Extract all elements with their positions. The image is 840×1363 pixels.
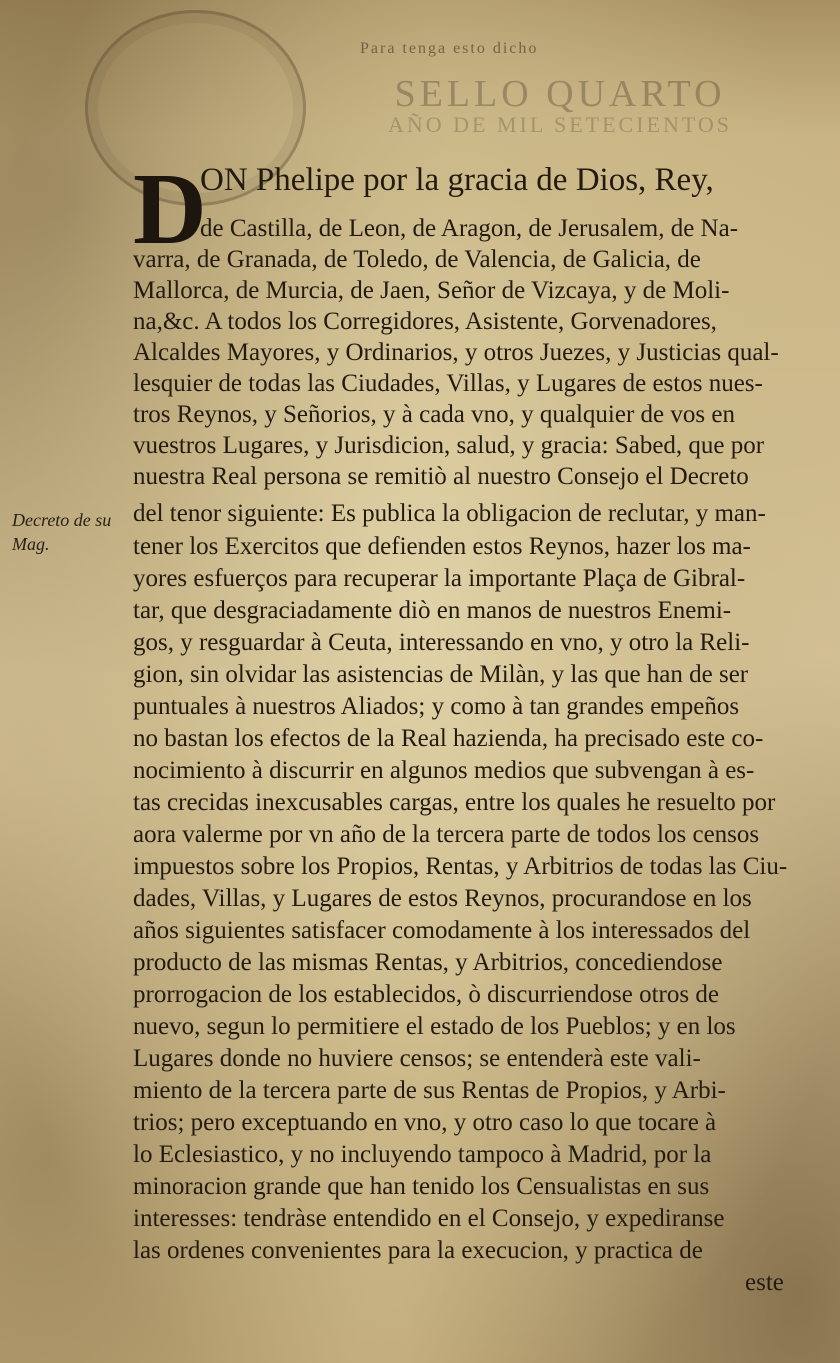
text-line: nuevo, segun lo permitiere el estado de los Pueblos; y en los bbox=[133, 1013, 736, 1040]
text-line: tas crecidas inexcusables cargas, entre los quales he resuelto por bbox=[133, 789, 776, 816]
text-line: las ordenes convenientes para la execucion, y practica de bbox=[133, 1237, 703, 1264]
text-line: aora valerme por vn año de la tercera parte de todos los censos bbox=[133, 821, 760, 848]
text-line: trios; pero exceptuando en vno, y otro caso lo que tocare à bbox=[133, 1109, 717, 1136]
text-line: nocimiento à discurrir en algunos medios que subvengan à es- bbox=[133, 757, 755, 784]
text-line: de Castilla, de Leon, de Aragon, de Jerusalem, de Na- bbox=[200, 215, 739, 242]
text-line: gion, sin olvidar las asistencias de Milàn, y las que han de ser bbox=[133, 661, 749, 688]
text-line: producto de las mismas Rentas, y Arbitrios, concediendose bbox=[133, 949, 723, 976]
text-line: del tenor siguiente: Es publica la obligacion de reclutar, y man- bbox=[133, 500, 766, 527]
text-line: dades, Villas, y Lugares de estos Reynos, procurandose en los bbox=[133, 885, 752, 912]
margin-note: Decreto de su Mag. bbox=[12, 510, 112, 554]
text-line: miento de la tercera parte de sus Rentas de Propios, y Arbi- bbox=[133, 1077, 726, 1104]
stamp-seal-header bbox=[300, 0, 820, 150]
seal-line-2: SELLO QUARTO bbox=[394, 73, 726, 115]
text-line: años siguientes satisfacer comodamente à los interessados del bbox=[133, 917, 751, 944]
seal-line-1: Para tenga esto dicho bbox=[360, 40, 539, 57]
text-line: nuestra Real persona se remitiò al nuestro Consejo el Decreto bbox=[133, 463, 749, 490]
text-line: puntuales à nuestros Aliados; y como à tan grandes empeños bbox=[133, 693, 740, 720]
text-line: na,&c. A todos los Corregidores, Asistente, Gorvenadores, bbox=[133, 308, 717, 335]
text-line: varra, de Granada, de Toledo, de Valencia, de Galicia, de bbox=[133, 246, 701, 273]
text-line: interesses: tendràse entendido en el Consejo, y expediranse bbox=[133, 1205, 725, 1232]
text-line: Alcaldes Mayores, y Ordinarios, y otros Juezes, y Justicias qual- bbox=[133, 339, 779, 366]
text-line: lesquier de todas las Ciudades, Villas, y Lugares de estos nues- bbox=[133, 370, 763, 397]
text-line: ON Phelipe por la gracia de Dios, Rey, bbox=[200, 162, 714, 198]
text-line: yores esfuerços para recuperar la importante Plaça de Gibral- bbox=[133, 565, 746, 592]
catchword: este bbox=[745, 1269, 784, 1296]
text-line: prorrogacion de los establecidos, ò discurriendose otros de bbox=[133, 981, 719, 1008]
text-line: minoracion grande que han tenido los Censualistas en sus bbox=[133, 1173, 710, 1200]
drop-cap-letter: D bbox=[133, 153, 207, 266]
text-line: tros Reynos, y Señorios, y à cada vno, y qualquier de vos en bbox=[133, 401, 735, 428]
text-line: Mallorca, de Murcia, de Jaen, Señor de Vizcaya, y de Moli- bbox=[133, 277, 730, 304]
text-line: no bastan los efectos de la Real hazienda, ha precisado este co- bbox=[133, 725, 764, 752]
text-line: tener los Exercitos que defienden estos Reynos, hazer los ma- bbox=[133, 533, 751, 560]
text-line: tar, que desgraciadamente diò en manos de nuestros Enemi- bbox=[133, 597, 732, 624]
text-line: vuestros Lugares, y Jurisdicion, salud, y gracia: Sabed, que por bbox=[133, 432, 765, 459]
text-line: lo Eclesiastico, y no incluyendo tampoco à Madrid, por la bbox=[133, 1141, 712, 1168]
seal-line-3: AÑO DE MIL SETECIENTOS bbox=[387, 112, 733, 137]
text-line: impuestos sobre los Propios, Rentas, y Arbitrios de todas las Ciu- bbox=[133, 853, 788, 880]
text-line: Lugares donde no huviere censos; se entenderà este vali- bbox=[133, 1045, 701, 1072]
text-line: gos, y resguardar à Ceuta, interessando en vno, y otro la Reli- bbox=[133, 629, 750, 656]
